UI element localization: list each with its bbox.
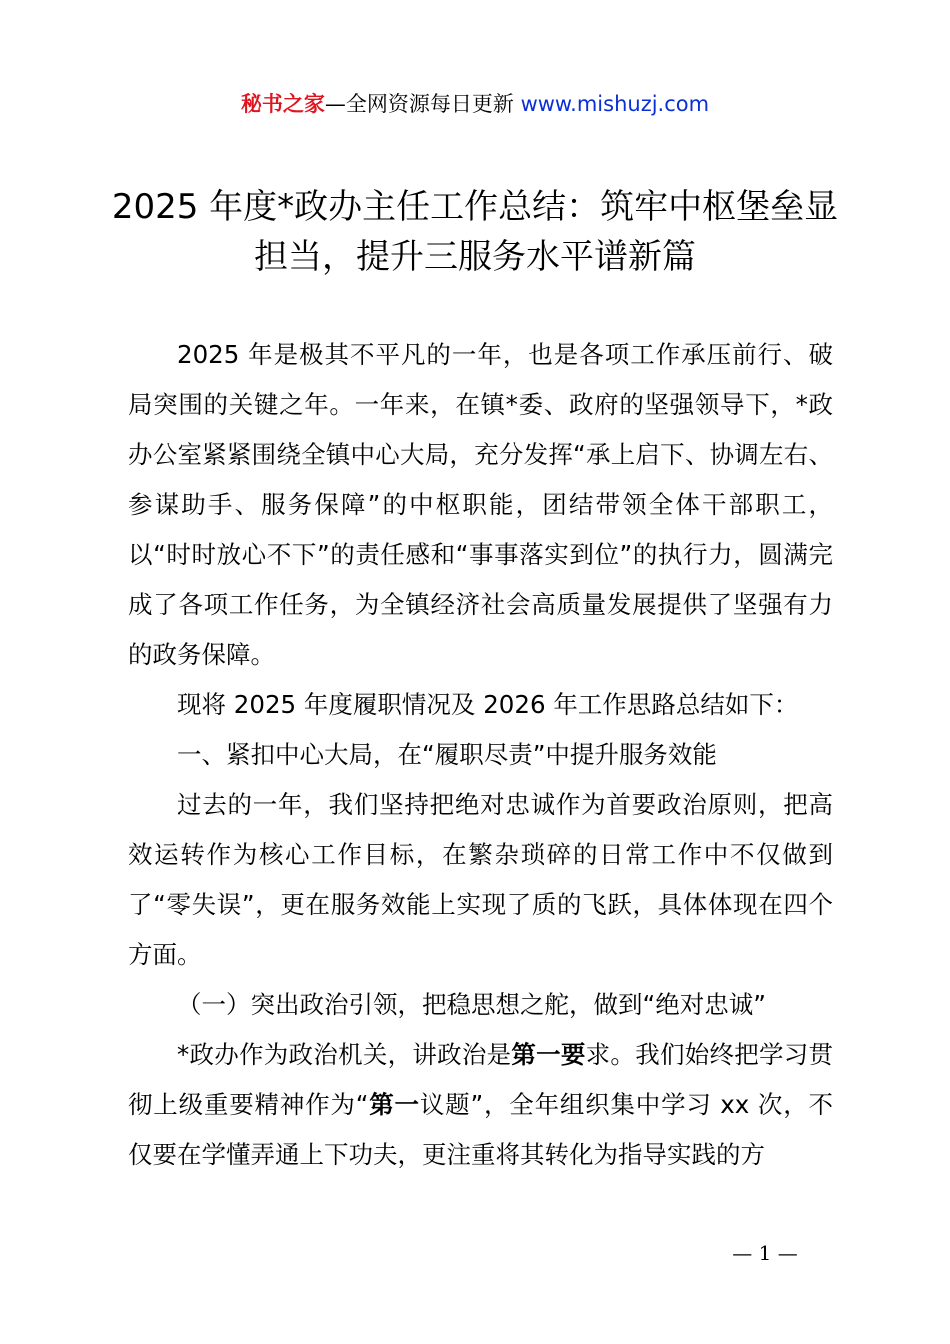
subsection-heading-1: （一）突出政治引领，把稳思想之舵，做到“绝对忠诚” bbox=[177, 990, 766, 1019]
bold-text: 第一 bbox=[368, 1090, 420, 1119]
document-body bbox=[128, 330, 833, 1180]
paragraph-section-1: 过去的一年，我们坚持把绝对忠诚作为首要政治原则，把高效运转作为核心工作目标，在繁杂琐碎的日常工作中不仅做到了“零失误”，更在服务效能上实现了质的飞跃，具体体现在四个方面。 bbox=[128, 790, 833, 969]
brand-name: 秘书之家 bbox=[240, 92, 325, 116]
paragraph-text: 议题”，全年组织集中学习 xx 次，不仅要在学懂弄通上下功夫，更注重将其转化为指导实践的方 bbox=[128, 1090, 833, 1169]
header-tagline: —全网资源每日更新 bbox=[324, 92, 521, 116]
site-header bbox=[0, 86, 950, 122]
paragraph-summary-lead: 现将 2025 年度履职情况及 2026 年工作思路总结如下： bbox=[177, 690, 799, 719]
paragraph-subsection-1 bbox=[128, 1030, 833, 1180]
document-title: 2025 年度*政办主任工作总结：筑牢中枢堡垒显担当，提升三服务水平谱新篇 bbox=[111, 187, 839, 277]
paragraph-text: 求。我们始终把学习贯彻上级重要精神作为“ bbox=[128, 1040, 834, 1119]
paragraph-text: *政办作为政治机关，讲政治是 bbox=[177, 1040, 512, 1069]
site-url-link[interactable]: www.mishuzj.com bbox=[520, 92, 710, 116]
paragraph-intro: 2025 年是极其不平凡的一年，也是各项工作承压前行、破局突围的关键之年。一年来，在镇*委、政府的坚强领导下，*政办公室紧紧围绕全镇中心大局，充分发挥“承上启下、协调左右、参谋助手、服务保障”的中枢职能，团结带领全体干部职工，以“时时放心不下”的责任感和“事事落实到位”的执行力，圆满完成了各项工作任务，为全镇经济社会高质量发展提供了坚强有力的政务保障。 bbox=[128, 340, 833, 669]
page-number: — 1 — bbox=[732, 1241, 798, 1265]
section-heading-1: 一、紧扣中心大局，在“履职尽责”中提升服务效能 bbox=[177, 740, 717, 769]
bold-text: 第一要 bbox=[511, 1040, 586, 1069]
